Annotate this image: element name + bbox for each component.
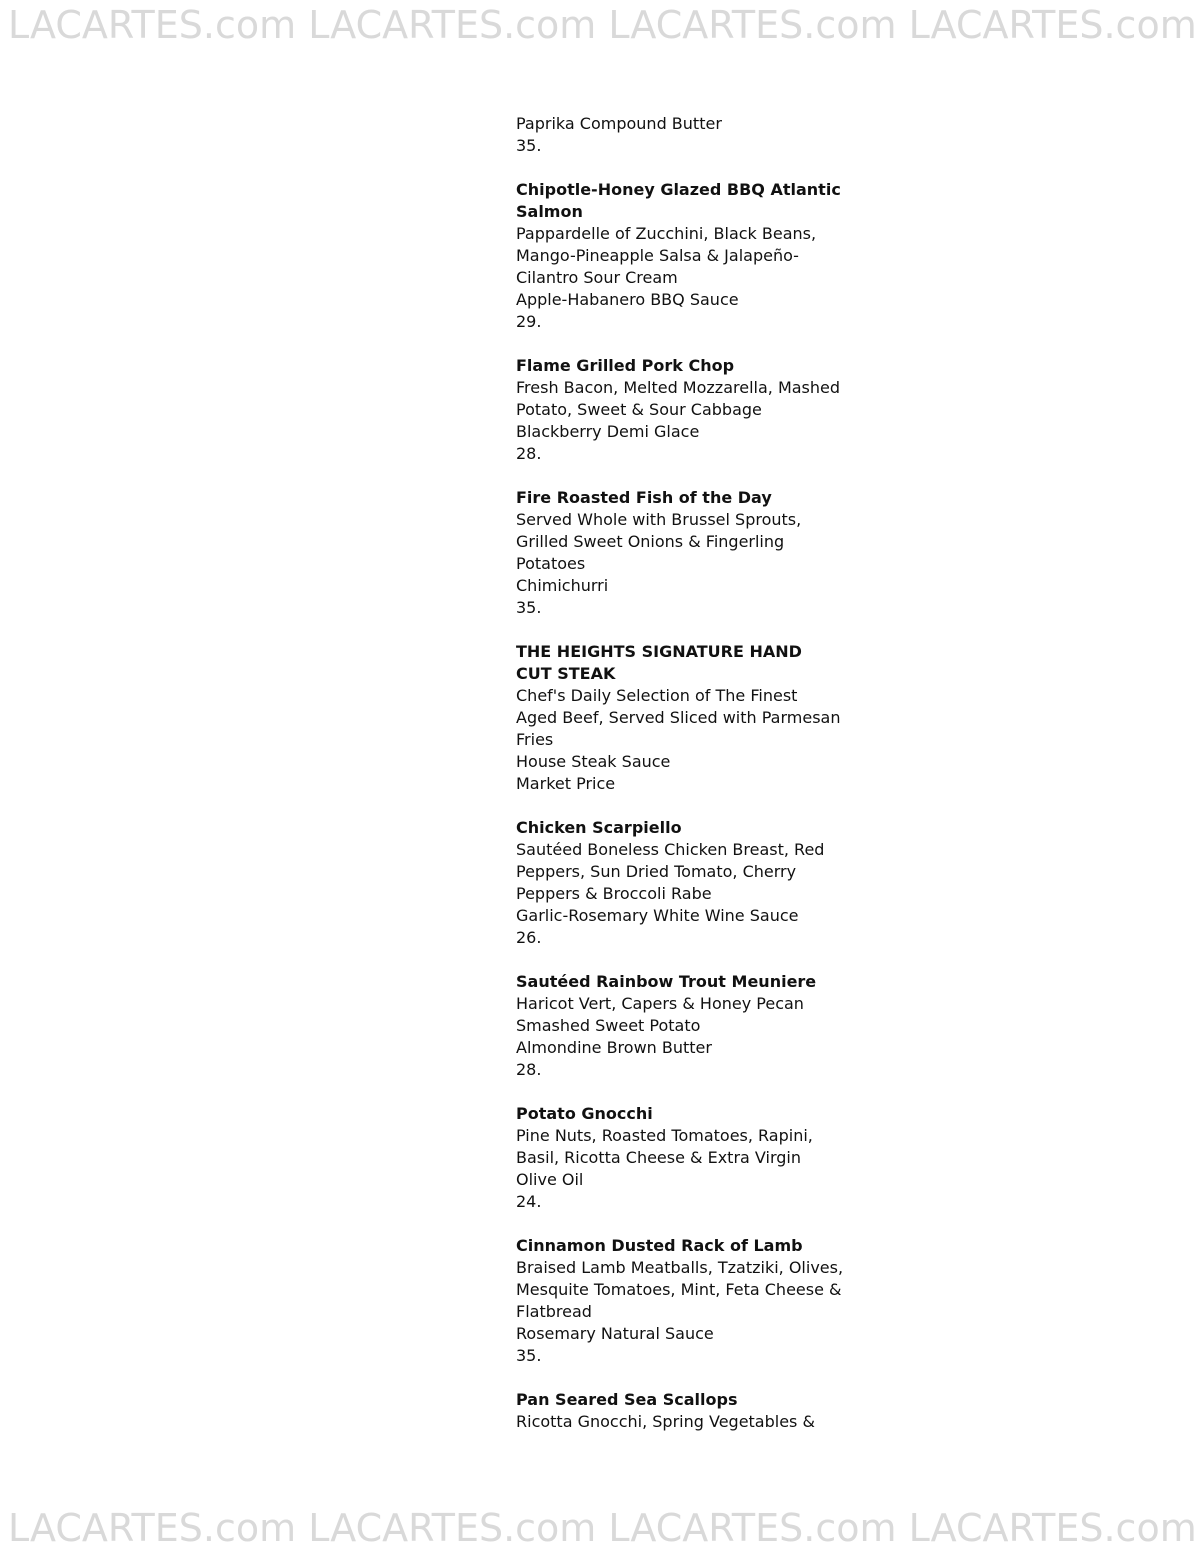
item-name: CUT STEAK — [516, 664, 616, 683]
item-description-line: Aged Beef, Served Sliced with Parmesan — [516, 708, 841, 727]
item-description-line: Mesquite Tomatoes, Mint, Feta Cheese & — [516, 1280, 842, 1299]
item-description-line: Fresh Bacon, Melted Mozzarella, Mashed — [516, 378, 841, 397]
watermark-bottom: LACARTES.com LACARTES.com LACARTES.com LACARTES.com — [8, 1506, 1197, 1550]
item-description-line: Sautéed Boneless Chicken Breast, Red — [516, 840, 825, 859]
menu-item — [516, 179, 856, 333]
item-description-line: Pine Nuts, Roasted Tomatoes, Rapini, — [516, 1126, 813, 1145]
menu-item — [516, 487, 856, 619]
item-name: Fire Roasted Fish of the Day — [516, 488, 772, 507]
item-price: 29. — [516, 312, 542, 331]
item-description-line: Pappardelle of Zucchini, Black Beans, — [516, 224, 817, 243]
menu-item — [516, 641, 856, 795]
menu-item — [516, 817, 856, 949]
item-description-line: House Steak Sauce — [516, 752, 671, 771]
menu-item — [516, 1235, 856, 1367]
item-description-line: Chimichurri — [516, 576, 609, 595]
item-description-line: Paprika Compound Butter — [516, 114, 722, 133]
item-name: Flame Grilled Pork Chop — [516, 356, 735, 375]
item-description-line: Mango-Pineapple Salsa & Jalapeño- — [516, 246, 799, 265]
item-name: Pan Seared Sea Scallops — [516, 1390, 738, 1409]
item-name: Sautéed Rainbow Trout Meuniere — [516, 972, 817, 991]
item-description-line: Haricot Vert, Capers & Honey Pecan — [516, 994, 804, 1013]
item-description-line: Cilantro Sour Cream — [516, 268, 678, 287]
item-description-line: Apple-Habanero BBQ Sauce — [516, 290, 739, 309]
item-description-line: Peppers & Broccoli Rabe — [516, 884, 712, 903]
item-price: 28. — [516, 444, 542, 463]
menu-item — [516, 1103, 856, 1213]
item-description-line: Potato, Sweet & Sour Cabbage — [516, 400, 762, 419]
menu-item-list — [516, 179, 856, 1433]
item-description-line: Basil, Ricotta Cheese & Extra Virgin — [516, 1148, 801, 1167]
item-price: 26. — [516, 928, 542, 947]
item-name: Potato Gnocchi — [516, 1104, 653, 1123]
item-description-line: Peppers, Sun Dried Tomato, Cherry — [516, 862, 797, 881]
item-description-line: Fries — [516, 730, 554, 749]
item-description-line: Grilled Sweet Onions & Fingerling — [516, 532, 785, 551]
item-description-line: Smashed Sweet Potato — [516, 1016, 701, 1035]
item-description-line: Served Whole with Brussel Sprouts, — [516, 510, 802, 529]
menu-item — [516, 971, 856, 1081]
item-price: Market Price — [516, 774, 616, 793]
menu-item — [516, 355, 856, 465]
item-name: THE HEIGHTS SIGNATURE HAND — [516, 642, 802, 661]
item-description-line: Potatoes — [516, 554, 586, 573]
item-price: 35. — [516, 136, 542, 155]
item-description-line: Garlic-Rosemary White Wine Sauce — [516, 906, 799, 925]
item-name: Cinnamon Dusted Rack of Lamb — [516, 1236, 803, 1255]
item-name: Chipotle-Honey Glazed BBQ Atlantic — [516, 180, 841, 199]
item-price: 24. — [516, 1192, 542, 1211]
menu-column — [516, 113, 856, 1455]
item-description-line: Chef's Daily Selection of The Finest — [516, 686, 798, 705]
item-description-line: Almondine Brown Butter — [516, 1038, 712, 1057]
item-price: 35. — [516, 598, 542, 617]
item-name: Salmon — [516, 202, 583, 221]
item-description-line: Ricotta Gnocchi, Spring Vegetables & — [516, 1412, 815, 1431]
menu-item-continuation — [516, 113, 856, 157]
menu-item — [516, 1389, 856, 1433]
watermark-top: LACARTES.com LACARTES.com LACARTES.com LACARTES.com — [8, 3, 1197, 47]
item-description-line: Olive Oil — [516, 1170, 584, 1189]
item-price: 28. — [516, 1060, 542, 1079]
item-description-line: Braised Lamb Meatballs, Tzatziki, Olives, — [516, 1258, 844, 1277]
item-price: 35. — [516, 1346, 542, 1365]
item-description-line: Blackberry Demi Glace — [516, 422, 700, 441]
item-description-line: Flatbread — [516, 1302, 592, 1321]
item-description-line: Rosemary Natural Sauce — [516, 1324, 714, 1343]
item-name: Chicken Scarpiello — [516, 818, 682, 837]
